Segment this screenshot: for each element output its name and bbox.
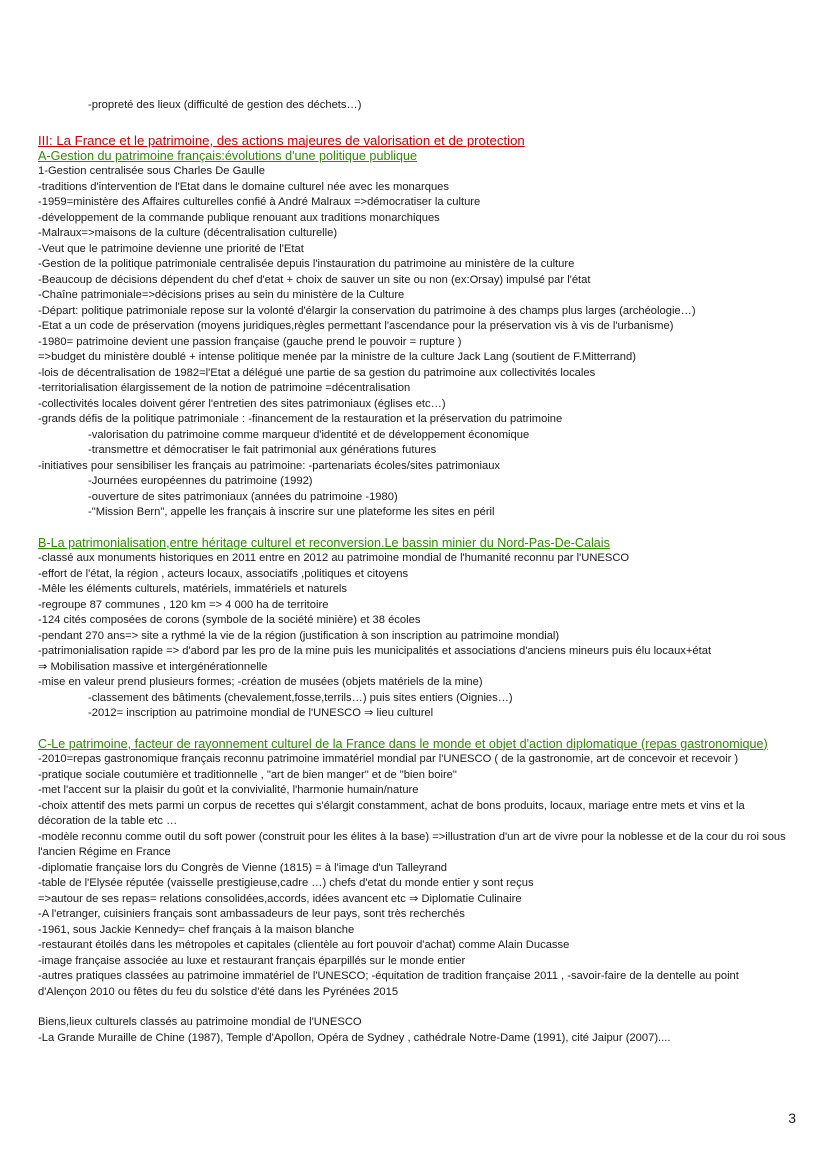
text-line: =>budget du ministère doublé + intense politique menée par la ministre de la culture Jack Lang (soutient de F.Mitterrand) — [38, 351, 636, 363]
text-line: -Veut que le patrimoine devienne une priorité de l'Etat — [38, 242, 304, 255]
text-line: =>autour de ses repas= relations consolidées,accords, idées avancent etc ⇒ Diplomatie Culinaire — [38, 892, 522, 905]
text-line: -Journées européennes du patrimoine (1992) — [88, 475, 313, 487]
section-3-title: III: La France et le patrimoine, des actions majeures de valorisation et de protection — [38, 132, 525, 148]
text-line: -2010=repas gastronomique français reconnu patrimoine immatériel mondial par l'UNESCO ( de la gastronomie, art de concevoir et recevoir ) — [38, 753, 739, 765]
text-line: -image française associée au luxe et restaurant français éparpillés sur le monde entier — [38, 954, 466, 967]
text-line: -classé aux monuments historiques en 2011 entre en 2012 au patrimoine mondial de l'humanité reconnu par l'UNESCO — [38, 552, 630, 564]
text-line: -lois de décentralisation de 1982=l'Etat a délégué une partie de sa gestion du patrimoine aux collectivités locales — [38, 366, 596, 379]
part-b-title: B-La patrimonialisation,entre héritage culturel et reconversion.Le bassin minier du Nord-Pas-De-Calais — [38, 535, 610, 550]
text-line: -restaurant étoilés dans les métropoles et capitales (clientèle au fort pouvoir d'achat) comme Alain Ducasse — [38, 939, 570, 951]
text-line: -choix attentif des mets parmi un corpus de recettes qui s'élargit constamment, achat de bons produits, locaux, mariage entre mets et vins et la décoration de la table etc … — [38, 799, 745, 827]
text-line: -met l'accent sur la plaisir du goût et la convivialité, l'harmonie humain/nature — [38, 784, 419, 796]
text-line: -ouverture de sites patrimoniaux (années du patrimoine -1980) — [88, 490, 398, 503]
text-line: -1959=ministère des Affaires culturelles confié à André Malraux =>démocratiser la culture — [38, 196, 481, 208]
text-line: -autres pratiques classées au patrimoine immatériel de l'UNESCO; -équitation de tradition française 2011 , -savoir-faire de la dentelle au point d'Alençon 2010 ou fêtes du feu du solstice d'été dans les Pyrénées 2015 — [38, 970, 739, 998]
text-line: -classement des bâtiments (chevalement,fosse,terrils…) puis sites entiers (Oignies…) — [88, 691, 513, 704]
text-line: 1-Gestion centralisée sous Charles De Gaulle — [38, 165, 265, 177]
text-line: -Malraux=>maisons de la culture (décentralisation culturelle) — [38, 227, 338, 239]
text-line: -Beaucoup de décisions dépendent du chef d'etat + choix de sauver un site ou non (ex:Orsay) impulsé par l'état — [38, 273, 591, 286]
text-line: -modèle reconnu comme outil du soft power (construit pour les élites à la base) =>illustration d'un art de vivre pour la noblesse et de la cour du roi sous l'ancien Régime en France — [38, 830, 786, 858]
text-line: -collectivités locales doivent gérer l'entretien des sites patrimoniaux (églises etc…) — [38, 397, 446, 410]
text-line: -initiatives pour sensibiliser les français au patrimoine: -partenariats écoles/sites patrimoniaux — [38, 459, 501, 472]
part-b-lines — [38, 551, 790, 722]
text-line: -diplomatie française lors du Congrès de Vienne (1815) = à l'image d'un Talleyrand — [38, 861, 448, 874]
text-line: -Etat a un code de préservation (moyens juridiques,règles permettant l'ascendance pour la préservation vis à vis de l'urbanisme) — [38, 320, 674, 332]
text-line: -pratique sociale coutumière et traditionnelle , "art de bien manger" et de "bien boire" — [38, 768, 457, 781]
text-line: -"Mission Bern", appelle les français à inscrire sur une plateforme les sites en péril — [88, 506, 495, 518]
text-line: -patrimonialisation rapide => d'abord par les pro de la mine puis les municipalités et associations d'anciens mineurs puis élu locaux+état — [38, 645, 712, 657]
text-line: -développement de la commande publique renouant aux traditions monarchiques — [38, 211, 440, 224]
part-c-lines — [38, 752, 790, 1000]
text-line: ⇒ Mobilisation massive et intergénérationnelle — [38, 660, 268, 673]
text-line: -2012= inscription au patrimoine mondial de l'UNESCO ⇒ lieu culturel — [88, 707, 434, 719]
text-line: -regroupe 87 communes , 120 km => 4 000 ha de territoire — [38, 598, 329, 611]
text-line: -Chaîne patrimoniale=>décisions prises au sein du ministère de la Culture — [38, 289, 405, 301]
text-line: -Gestion de la politique patrimoniale centralisée depuis l'instauration du patrimoine au ministère de la culture — [38, 258, 575, 270]
page-number: 3 — [788, 1110, 796, 1126]
part-a-title: A-Gestion du patrimoine français:évolutions d'une politique publique — [38, 148, 418, 163]
text-line: -territorialisation élargissement de la notion de patrimoine =décentralisation — [38, 382, 411, 394]
document-page — [38, 98, 790, 1046]
text-line: -1961, sous Jackie Kennedy= chef français à la maison blanche — [38, 923, 355, 936]
text-line: -A l'etranger, cuisiniers français sont ambassadeurs de leur pays, sont très recherchés — [38, 908, 465, 920]
intro-lines — [38, 98, 790, 114]
part-a-lines — [38, 164, 790, 521]
text-line: -traditions d'intervention de l'Etat dans le domaine culturel née avec les monarques — [38, 180, 449, 193]
text-line: -pendant 270 ans=> site a rythmé la vie de la région (justification à son inscription au patrimoine mondial) — [38, 629, 560, 642]
text-line: -Mêle les éléments culturels, matériels, immatériels et naturels — [38, 583, 348, 595]
text-line: -transmettre et démocratiser le fait patrimonial aux générations futures — [88, 444, 437, 456]
text-line: -effort de l'état, la région , acteurs locaux, associatifs ,politiques et citoyens — [38, 567, 409, 580]
part-c-title: C-Le patrimoine, facteur de rayonnement culturel de la France dans le monde et objet d'action diplomatique (repas gastronomique) — [38, 736, 768, 751]
text-line: -Départ: politique patrimoniale repose sur la volonté d'élargir la conservation du patrimoine à des champs plus larges (archéologie…) — [38, 304, 696, 317]
text-line: -propreté des lieux (difficulté de gestion des déchets…) — [88, 99, 362, 111]
text-line: -valorisation du patrimoine comme marqueur d'identité et de développement économique — [88, 428, 530, 441]
text-line: -124 cités composées de corons (symbole de la société minière) et 38 écoles — [38, 614, 421, 626]
final-line: -La Grande Muraille de Chine (1987), Temple d'Apollon, Opéra de Sydney , cathédrale Notre-Dame (1991), cité Jaipur (2007).... — [38, 1031, 671, 1044]
text-line: -mise en valeur prend plusieurs formes; -création de musées (objets matériels de la mine) — [38, 676, 483, 688]
final-heading: Biens,lieux culturels classés au patrimoine mondial de l'UNESCO — [38, 1016, 362, 1028]
text-line: -grands défis de la politique patrimoniale : -financement de la restauration et la préservation du patrimoine — [38, 413, 563, 425]
text-line: -table de l'Elysée réputée (vaisselle prestigieuse,cadre …) chefs d'etat du monde entier y sont reçus — [38, 877, 534, 889]
text-line: -1980= patrimoine devient une passion française (gauche prend le pouvoir = rupture ) — [38, 335, 462, 348]
